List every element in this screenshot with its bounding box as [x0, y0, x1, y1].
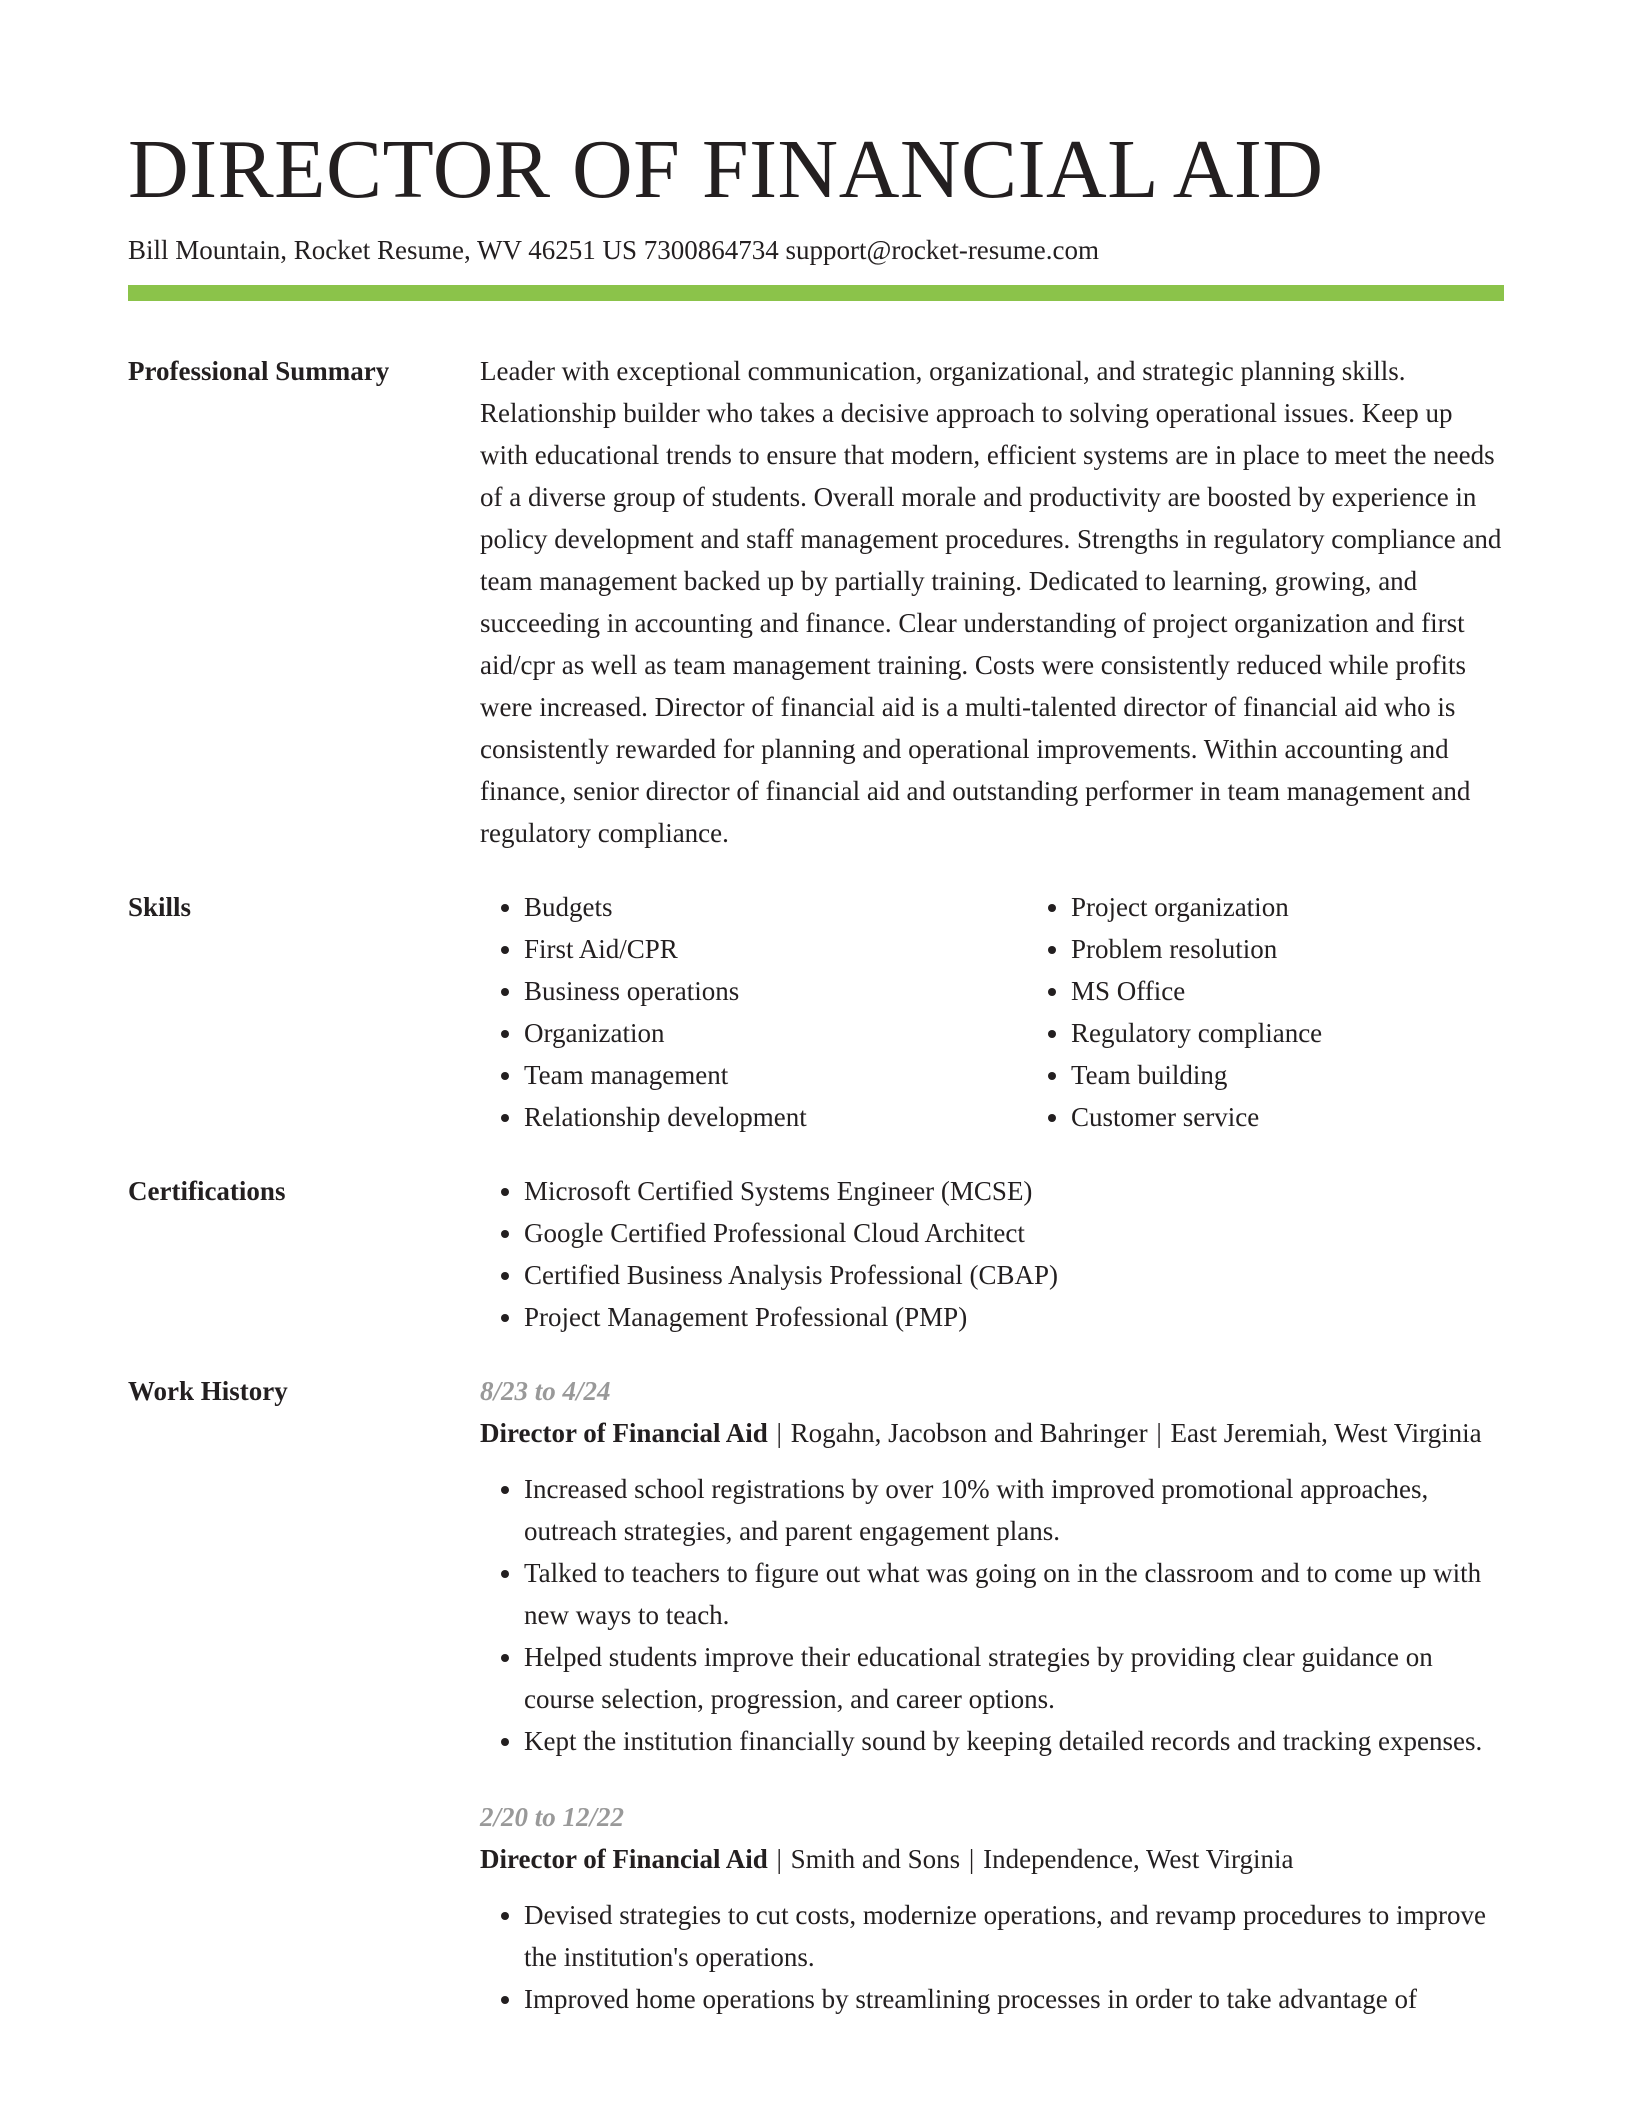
- certification-item: • Certified Business Analysis Professional (CBAP): [524, 1254, 1504, 1296]
- separator: |: [776, 1844, 782, 1874]
- job-dates: 2/20 to 12/22: [480, 1802, 625, 1832]
- job-dates: 8/23 to 4/24: [480, 1376, 611, 1406]
- section-label-certifications: Certifications: [128, 1176, 286, 1206]
- summary-section: [128, 350, 1504, 854]
- contact-phone: 7300864734: [643, 235, 779, 265]
- certification-item: • Google Certified Professional Cloud Architect: [524, 1212, 1504, 1254]
- skill-item: • First Aid/CPR: [524, 928, 1027, 970]
- contact-email[interactable]: support@rocket-resume.com: [785, 235, 1100, 265]
- job-bullet: • Improved home operations by streamlining processes in order to take advantage of: [524, 1978, 1504, 2020]
- contact-address: Bill Mountain, Rocket Resume, WV 46251 US: [128, 235, 637, 265]
- skill-item: • Business operations: [524, 970, 1027, 1012]
- skill-item: • Team management: [524, 1054, 1027, 1096]
- skill-item: • Organization: [524, 1012, 1027, 1054]
- job-bullet: • Talked to teachers to figure out what was going on in the classroom and to come up with new ways to teach.: [524, 1552, 1504, 1636]
- skill-item: • Regulatory compliance: [1071, 1012, 1574, 1054]
- certifications-list: [480, 1170, 1504, 1338]
- skills-section: [128, 886, 1504, 1138]
- resume-header: [128, 118, 1504, 268]
- resume-title: DIRECTOR OF FINANCIAL AID: [128, 123, 1324, 216]
- skill-item: • Problem resolution: [1071, 928, 1574, 970]
- job-heading: [480, 1838, 1504, 1880]
- job-heading: [480, 1412, 1504, 1454]
- skill-item: • Relationship development: [524, 1096, 1027, 1138]
- accent-divider: [128, 285, 1504, 301]
- separator: |: [1156, 1418, 1162, 1448]
- skill-item: • Team building: [1071, 1054, 1574, 1096]
- job-company: Smith and Sons: [790, 1844, 961, 1874]
- skill-item: • MS Office: [1071, 970, 1574, 1012]
- certification-item: • Microsoft Certified Systems Engineer (MCSE): [524, 1170, 1504, 1212]
- skill-item: • Customer service: [1071, 1096, 1574, 1138]
- job-title: Director of Financial Aid: [480, 1844, 768, 1874]
- skills-list-left: [480, 886, 1027, 1138]
- certification-item: • Project Management Professional (PMP): [524, 1296, 1504, 1338]
- skill-item: • Budgets: [524, 886, 1027, 928]
- section-label-summary: Professional Summary: [128, 356, 390, 386]
- job-bullets: [480, 1894, 1504, 2020]
- section-label-work-history: Work History: [128, 1376, 288, 1406]
- job-bullet: • Helped students improve their educational strategies by providing clear guidance on course selection, progression, and career options.: [524, 1636, 1504, 1720]
- job-location: Independence, West Virginia: [983, 1844, 1294, 1874]
- contact-line: [128, 232, 1504, 268]
- resume-sections: [128, 350, 1504, 2054]
- work-history-section: [128, 1370, 1504, 2054]
- skill-item: • Project organization: [1071, 886, 1574, 928]
- job-bullet: • Kept the institution financially sound by keeping detailed records and tracking expenses.: [524, 1720, 1504, 1762]
- section-label-skills: Skills: [128, 892, 192, 922]
- job-location: East Jeremiah, West Virginia: [1170, 1418, 1482, 1448]
- job-company: Rogahn, Jacobson and Bahringer: [790, 1418, 1148, 1448]
- summary-text: Leader with exceptional communication, organizational, and strategic planning skills. Relationship builder who takes a decisive approach to solving operational issues. Keep up with educational trends to ensure that modern, efficient systems are in place to meet the needs of a diverse group of students. Overall morale and productivity are boosted by experience in policy development and staff management procedures. Strengths in regulatory compliance and team management backed up by partially training. Dedicated to learning, growing, and succeeding in accounting and finance. Clear understanding of project organization and first aid/cpr as well as team management training. Costs were consistently reduced while profits were increased. Director of financial aid is a multi-talented director of financial aid who is consistently rewarded for planning and operational improvements. Within accounting and finance, senior director of financial aid and outstanding performer in team management and regulatory compliance.: [480, 356, 1502, 848]
- job-title: Director of Financial Aid: [480, 1418, 768, 1448]
- job-bullet: • Devised strategies to cut costs, modernize operations, and revamp procedures to improve the institution's operations.: [524, 1894, 1504, 1978]
- job-bullet: • Increased school registrations by over 10% with improved promotional approaches, outreach strategies, and parent engagement plans.: [524, 1468, 1504, 1552]
- separator: |: [968, 1844, 975, 1874]
- job-bullets: [480, 1468, 1504, 1762]
- certifications-section: [128, 1170, 1504, 1338]
- job-entry: [480, 1370, 1504, 1762]
- separator: |: [776, 1418, 782, 1448]
- job-entry: [480, 1796, 1504, 2020]
- skills-list-right: [1027, 886, 1574, 1138]
